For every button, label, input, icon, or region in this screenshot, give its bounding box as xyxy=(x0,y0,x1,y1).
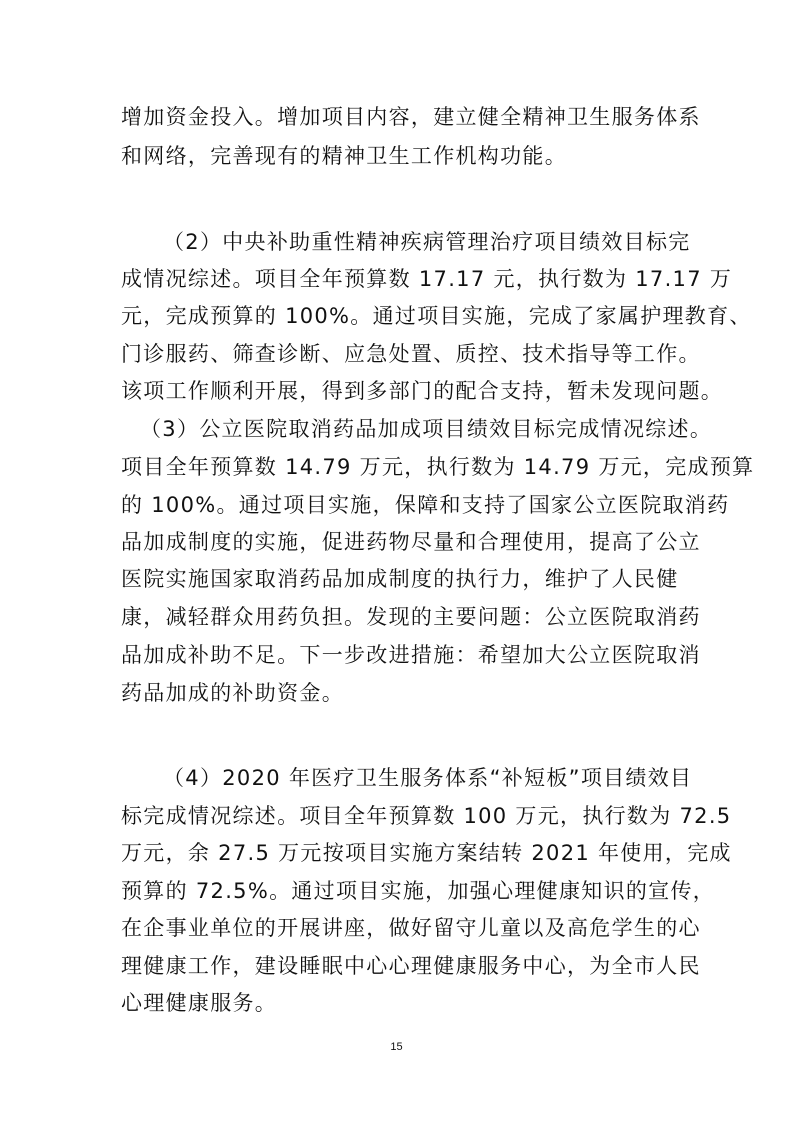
text-line: 增加资金投入。增加项目内容，建立健全精神卫生服务体系 xyxy=(121,105,701,129)
text-line: 标完成情况综述。项目全年预算数 100 万元，执行数为 72.5 xyxy=(121,804,732,828)
text-line: 项目全年预算数 14.79 万元，执行数为 14.79 万元，完成预算 xyxy=(121,455,755,479)
text-line: （3）公立医院取消药品加成项目绩效目标完成情况综述。 xyxy=(140,417,713,441)
text-line: 品加成制度的实施，促进药物尽量和合理使用，提高了公立 xyxy=(121,530,701,554)
page-number: 15 xyxy=(390,1041,403,1053)
text-line: （2）中央补助重性精神疾病管理治疗项目绩效目标完 xyxy=(163,230,691,254)
text-line: 预算的 72.5%。通过项目实施，加强心理健康知识的宣传， xyxy=(121,879,716,903)
text-line: 的 100%。通过项目实施，保障和支持了国家公立医院取消药 xyxy=(121,493,730,517)
text-line: 万元，余 27.5 万元按项目实施方案结转 2021 年使用，完成 xyxy=(121,841,732,865)
text-line: 康，减轻群众用药负担。发现的主要问题：公立医院取消药 xyxy=(121,605,701,629)
text-line: 该项工作顺利开展，得到多部门的配合支持，暂未发现问题。 xyxy=(121,379,724,403)
text-line: 药品加成的补助资金。 xyxy=(121,681,344,705)
text-line: 心理健康服务。 xyxy=(121,991,278,1015)
text-line: 在企事业单位的开展讲座，做好留守儿童以及高危学生的心 xyxy=(121,916,701,940)
text-line: 门诊服药、筛查诊断、应急处置、质控、技术指导等工作。 xyxy=(121,342,701,366)
text-line: 和网络，完善现有的精神卫生工作机构功能。 xyxy=(121,144,567,168)
text-line: 品加成补助不足。下一步改进措施：希望加大公立医院取消 xyxy=(121,643,701,667)
text-line: 医院实施国家取消药品加成制度的执行力，维护了人民健 xyxy=(121,567,679,591)
text-line: （4）2020 年医疗卫生服务体系“补短板”项目绩效目 xyxy=(163,766,693,790)
text-line: 元，完成预算的 100%。通过项目实施，完成了家属护理教育、 xyxy=(121,304,752,328)
text-line: 成情况综述。项目全年预算数 17.17 元，执行数为 17.17 万 xyxy=(121,267,733,291)
text-line: 理健康工作，建设睡眠中心心理健康服务中心，为全市人民 xyxy=(121,954,701,978)
